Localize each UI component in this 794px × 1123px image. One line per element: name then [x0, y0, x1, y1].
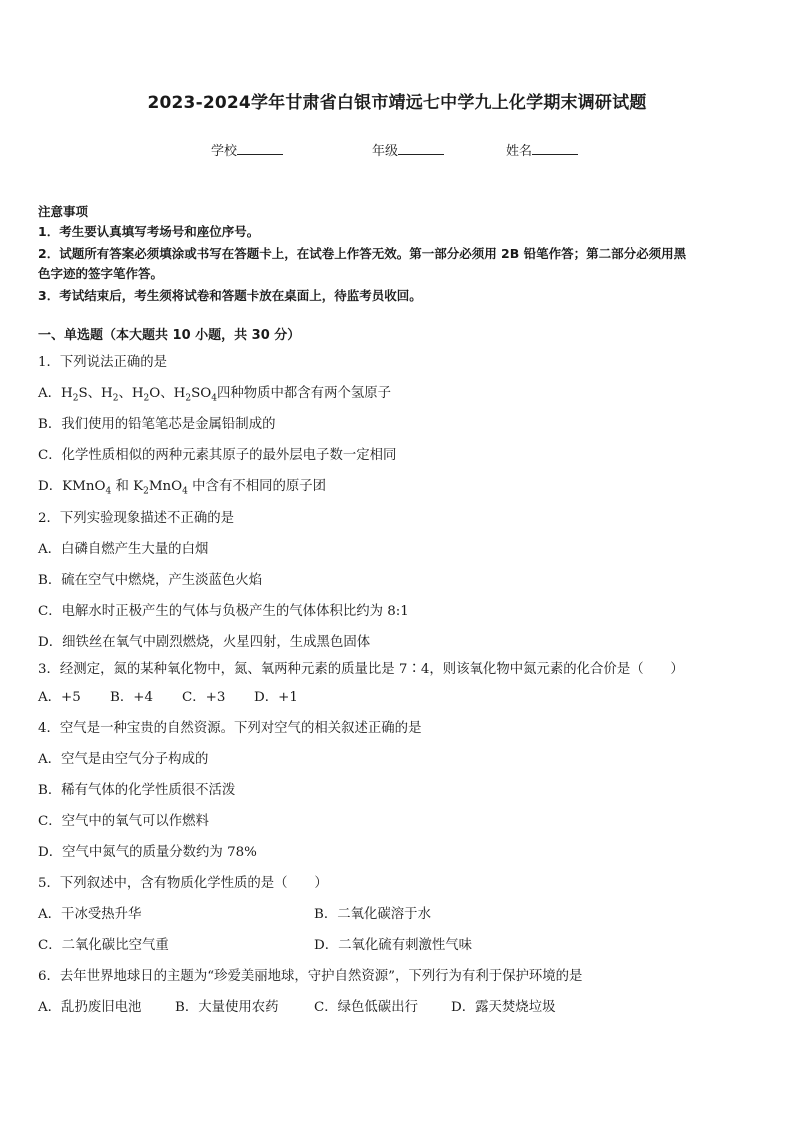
- q6-option-a: A．乱扔废旧电池: [38, 1000, 142, 1015]
- q3-option-a: A．+5: [38, 690, 81, 705]
- q6-option-d: D．露天焚烧垃圾: [451, 1000, 556, 1015]
- notice-heading: 注意事项: [38, 204, 89, 219]
- grade-label: 年级: [372, 144, 399, 159]
- q3-options: [38, 688, 298, 708]
- q4-stem: 4．空气是一种宝贵的自然资源。下列对空气的相关叙述正确的是: [38, 721, 422, 736]
- q3-option-c: C．+3: [182, 690, 226, 705]
- q3-stem: 3．经测定，氮的某种氧化物中，氮、氧两种元素的质量比是 7∶4，则该氧化物中氮元素的化合价是（ ）: [38, 662, 684, 677]
- q5-stem: 5．下列叙述中，含有物质化学性质的是（ ）: [38, 876, 328, 891]
- q1-stem: 1．下列说法正确的是: [38, 355, 168, 370]
- q6-stem: 6．去年世界地球日的主题为“珍爱美丽地球，守护自然资源”，下列行为有利于保护环境的是: [38, 969, 583, 984]
- grade-blank[interactable]: [398, 142, 444, 155]
- notice-item-2a: 2．试题所有答案必须填涂或书写在答题卡上，在试卷上作答无效。第一部分必须用 2B 铅笔作答；第二部分必须用黑: [38, 246, 687, 261]
- q1-option-c: C．化学性质相似的两种元素其原子的最外层电子数一定相同: [38, 448, 397, 463]
- name-label: 姓名: [506, 144, 533, 159]
- section-heading: 一、单选题（本大题共 10 小题，共 30 分）: [38, 328, 301, 343]
- exam-title: 2023-2024学年甘肃省白银市靖远七中学九上化学期末调研试题: [147, 93, 647, 113]
- school-label: 学校: [211, 144, 238, 159]
- school-blank[interactable]: [237, 142, 283, 155]
- q3-option-b: B．+4: [110, 690, 153, 705]
- school-field: [211, 140, 283, 159]
- notice-item-3: 3．考试结束后，考生须将试卷和答题卡放在桌面上，待监考员收回。: [38, 288, 422, 303]
- q4-option-a: A．空气是由空气分子构成的: [38, 752, 209, 767]
- q2-option-c: C．电解水时正极产生的气体与负极产生的气体体积比约为 8:1: [38, 604, 409, 619]
- q6-option-b: B．大量使用农药: [175, 1000, 279, 1015]
- name-field: [506, 140, 578, 159]
- q1-option-d: D．KMnO$_4$ 和 $K_2MnO_4$ 中含有不相同的原子团: [38, 479, 327, 497]
- grade-field: [372, 140, 444, 159]
- q6-options: [38, 998, 555, 1018]
- notice-item-2b: 色字迹的签字笔作答。: [38, 266, 164, 281]
- notice-item-1: 1．考生要认真填写考场号和座位序号。: [38, 224, 260, 239]
- q3-option-d: D．+1: [254, 690, 298, 705]
- q4-option-c: C．空气中的氧气可以作燃料: [38, 814, 209, 829]
- q5-option-d: D．二氧化硫有刺激性气味: [314, 938, 473, 953]
- q2-option-d: D．细铁丝在氧气中剧烈燃烧，火星四射，生成黑色固体: [38, 635, 371, 650]
- name-blank[interactable]: [532, 142, 578, 155]
- q4-option-b: B．稀有气体的化学性质很不活泼: [38, 783, 236, 798]
- q5-option-c: C．二氧化碳比空气重: [38, 938, 169, 953]
- q5-option-b: B．二氧化碳溶于水: [314, 907, 431, 922]
- q5-option-a: A．干冰受热升华: [38, 907, 142, 922]
- q2-option-b: B．硫在空气中燃烧，产生淡蓝色火焰: [38, 573, 263, 588]
- q1-option-a: A．$H_2S$、$H_2$、$H_2O$、$H_2SO_4$四种物质中都含有两个氢原子: [38, 386, 392, 404]
- q6-option-c: C．绿色低碳出行: [314, 1000, 418, 1015]
- q1-option-b: B．我们使用的铅笔笔芯是金属铅制成的: [38, 417, 276, 432]
- q2-option-a: A．白磷自燃产生大量的白烟: [38, 542, 209, 557]
- q4-option-d: D．空气中氮气的质量分数约为 78%: [38, 845, 257, 860]
- q2-stem: 2．下列实验现象描述不正确的是: [38, 511, 234, 526]
